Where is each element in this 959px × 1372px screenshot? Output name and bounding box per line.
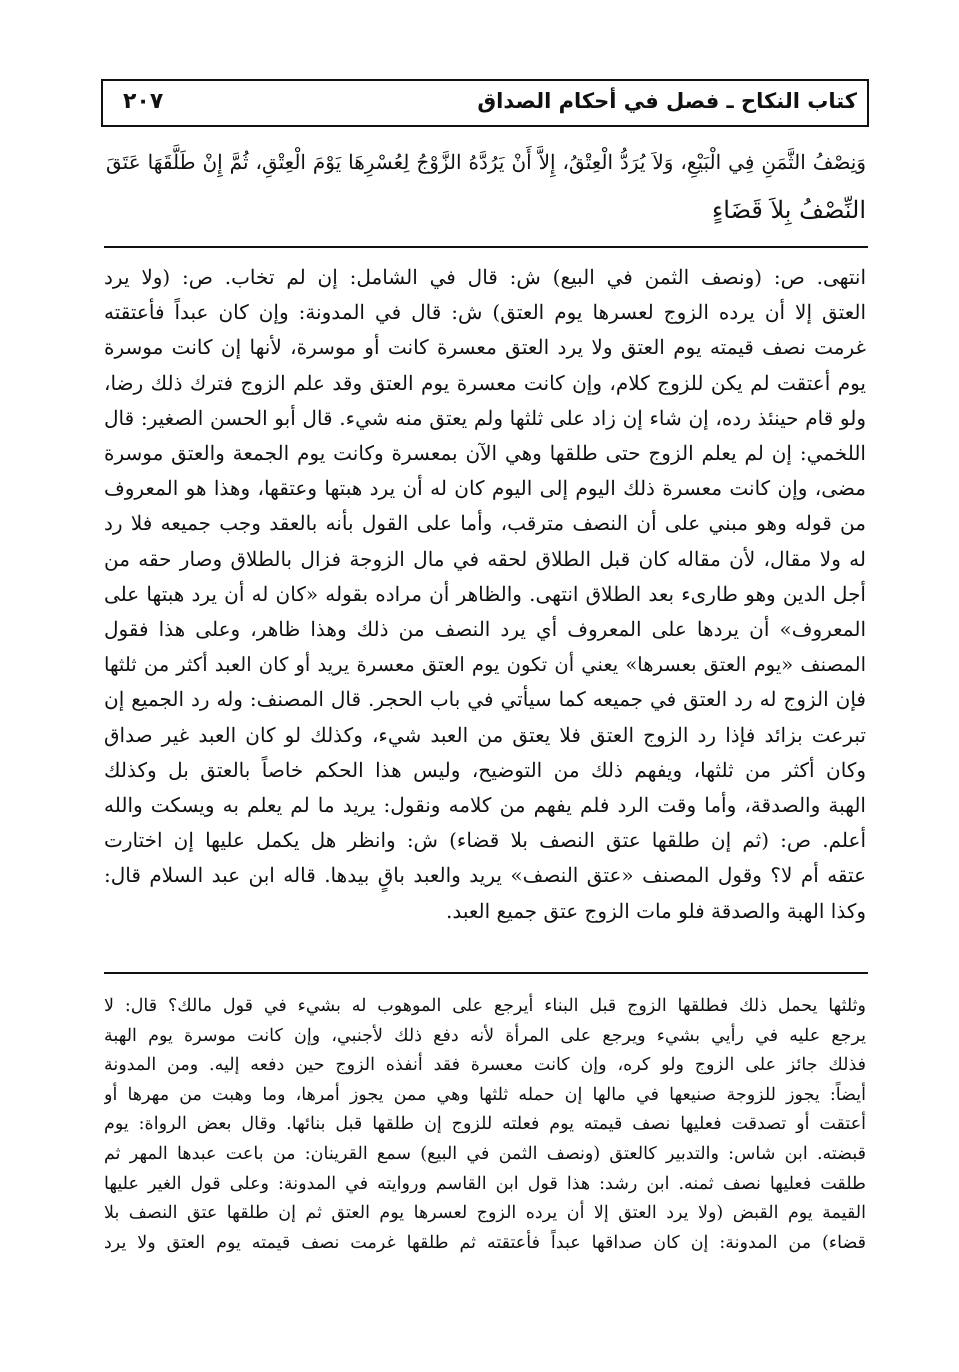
commentary-line: تبرعت بزائد فإذا رد الزوج العتق فلا يعتق من العبد شيء، وكذلك لو كان العبد غير صداق (104, 722, 866, 747)
commentary-line: من قوله وهو مبني على أن النصف مترقب، وأما على القول بأنه بالعقد وجب جميعه فلا رد (104, 511, 866, 536)
commentary-line: المعروف» أن يردها على المعروف أي يرد النصف من ذلك وهذا ظاهر، وعلى هذا فقول (104, 617, 866, 642)
footnote-line: قضاء) من المدونة: إن كان صداقها عبداً فأعتقته ثم طلقها غرمت نصف قيمته يوم العتق ولا يرد (104, 1232, 866, 1253)
commentary-line: أعلم. ص: (ثم إن طلقها عتق النصف بلا قضاء) ش: وانظر هل يكمل عليها إن اختارت (104, 828, 866, 853)
running-title: كتاب النكاح ـ فصل في أحكام الصداق (477, 89, 857, 113)
commentary-line: المصنف «يوم العتق بعسرها» يعني أن تكون يوم العتق معسرة يريد أو كان العبد أكثر من ثلثها (104, 653, 866, 677)
commentary-text (104, 260, 866, 929)
commentary-line: عتقه أم لا؟ وقول المصنف «عتق النصف» يريد والعبد باقٍ بيدها. قاله ابن عبد السلام قال: (104, 863, 866, 888)
commentary-line: العتق إلا أن يرده الزوج لعسرها يوم العتق) ش: قال في المدونة: وإن كان عبداً فأعتقته (104, 300, 866, 325)
commentary-line: وكان أكثر من ثلثها، ويفهم ذلك من التوضيح، وليس هذا الحكم خاصاً بالعتق بل وكذلك (104, 757, 866, 782)
footnote-line: القيمة يوم القبض (ولا يرد العتق إلا أن يرده الزوج لعسرها يوم العتق ثم إن طلقها عتق النصف بلا (104, 1203, 866, 1224)
footnote-line: قبضته. ابن شاس: والتدبير كالعتق (ونصف الثمن في البيع) سمع القرينان: من باعت عبدها المهر ثم (104, 1143, 866, 1164)
commentary-line: الهبة والصدقة، وأما وقت الرد فلم يفهم من كلامه ونقول: يريد ما لم يعلم به ويسكت والله (104, 793, 866, 818)
main-text-line: النِّصْفُ بِلاَ قَضَاءٍ (711, 196, 866, 224)
commentary-line: ولو قام حينئذ رده، إن شاء إن زاد على ثلثها ولم يعتق منه شيء. قال أبو الحسن الصغير: قال (104, 405, 866, 430)
main-text-line: وَنِصْفُ الثَّمَنِ فِي الْبَيْعِ، وَلاَ يُرَدُّ الْعِتْقُ، إِلاَّ أَنْ يَرُدَّهُ الزَّوْجُ لِعُسْرِهَا يَوْمَ الْعِتْقِ، ثُمَّ إِنْ طَلَّقَهَا عَتَقَ (106, 150, 866, 174)
main-text (106, 138, 866, 234)
commentary-line: غرمت نصف قيمته يوم العتق ولا يرد العتق معسرة كانت أو موسرة، لأنها إن كانت موسرة (104, 335, 866, 360)
main-text-divider (104, 246, 868, 248)
footnote-line: طلقت فعليها نصف ثمنه. ابن رشد: هذا قول ابن القاسم وروايته في المدونة: وعلى قول الغير عليها (104, 1173, 866, 1194)
commentary-line: مضى، وإن كانت معسرة ذلك اليوم إلى اليوم كان له أن يرد هبتها وعتقها، وهذا هو المعروف (104, 476, 866, 501)
commentary-line: أجل الدين وهو طارىء بعد الطلاق انتهى. والظاهر أن مراده بقوله «كان له أن يرد هبتها على (104, 581, 866, 606)
footnote-divider (104, 972, 868, 974)
footnote-line: فذلك جائز على الزوج ولو كره، وإن كانت معسرة فقد أنفذه الزوج حين دفعه إليه. ومن المدونة (104, 1055, 866, 1076)
commentary-line: اللخمي: إن لم يعلم الزوج حتى طلقها وهي الآن بمعسرة وكانت يوم الجمعة والعتق موسرة (104, 441, 866, 466)
commentary-line: انتهى. ص: (ونصف الثمن في البيع) ش: قال في الشامل: إن لم تخاب. ص: (ولا يرد (104, 265, 866, 289)
footnote-line: يرجع عليه في رأيي بشيء ويرجع على المرأة لأنه دفع ذلك لأجنبي، وإن كانت موسرة يوم الهبة (104, 1025, 866, 1046)
page-header (101, 79, 869, 127)
footnote-line: أعتقت أو تصدقت فعليها نصف قيمته يوم فعلته للزوج إن طلقها قبل بنائها. وقال بعض الرواة: يوم (104, 1114, 866, 1135)
page-number: ٢٠٧ (123, 89, 164, 114)
commentary-line: له ولا مقال، لأن مقاله كان قبل الطلاق لحقه في مال الزوجة فزال بالطلاق وصار حقه من (104, 546, 866, 571)
footnote-line: وثلثها يحمل ذلك فطلقها الزوج قبل البناء أيرجع على الموهوب له بشيء في قول مالك؟ قال: لا (104, 996, 866, 1016)
footnotes (104, 992, 866, 1258)
commentary-line: يوم أعتقت لم يكن للزوج كلام، وإن كانت معسرة يوم العتق وقد علم الزوج فترك ذلك رضا، (104, 370, 866, 395)
commentary-line: فإن الزوج له رد العتق في جميعه كما سيأتي في باب الحجر. قال المصنف: وله رد الجميع إن (104, 687, 866, 712)
footnote-line: أيضاً: يجوز للزوجة صنيعها في مالها إن حمله ثلثها وهي ممن يجوز أمرها، وما وهبت من مهرها أو (104, 1084, 866, 1105)
commentary-line: وكذا الهبة والصدقة فلو مات الزوج عتق جميع العبد. (446, 898, 866, 923)
